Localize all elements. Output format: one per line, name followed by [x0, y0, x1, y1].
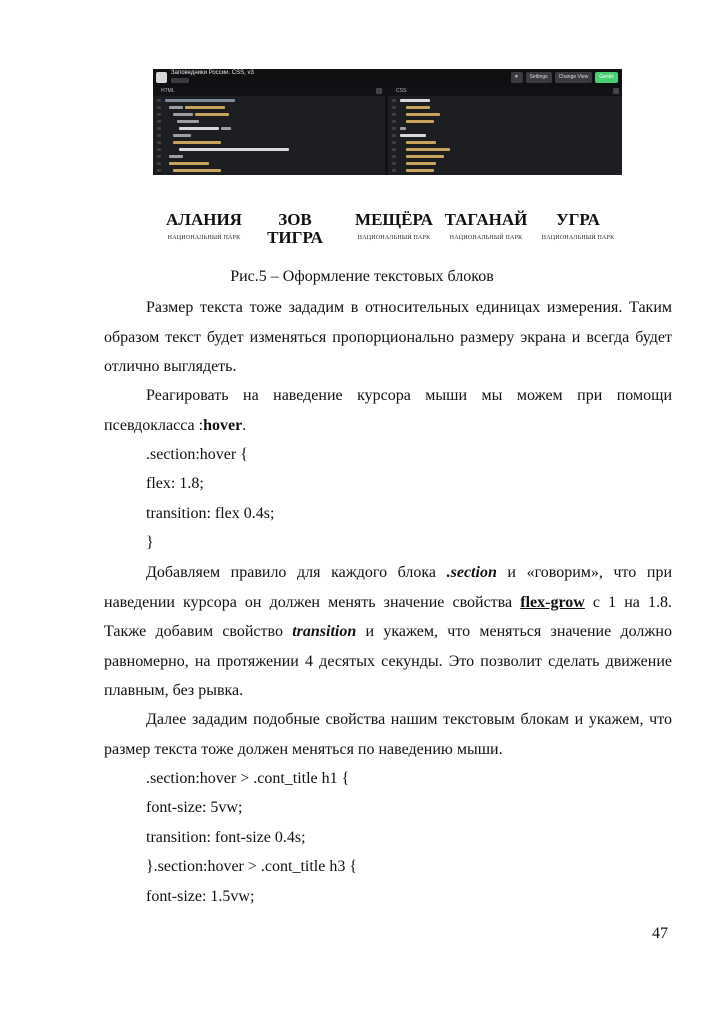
park-section[interactable]	[349, 211, 439, 241]
text-span: и «говорим», что при наведении курсора он должен менять значение свойства	[104, 564, 673, 611]
paragraph: Далее зададим подобные свойства нашим текстовым блокам и укажем, что размер текста тоже должен меняться по наведению мыши.	[104, 711, 672, 758]
park-subtitle: НАЦИОНАЛЬНЫЙ ПАРК	[357, 235, 431, 241]
code-line: transition: flex 0.4s;	[146, 505, 275, 522]
park-section[interactable]	[159, 211, 249, 241]
code-line: flex: 1.8;	[146, 475, 204, 492]
park-subtitle: НАЦИОНАЛЬНЫЙ ПАРК	[167, 235, 241, 241]
page-number: 47	[652, 925, 668, 942]
code-line: transition: font-size 0.4s;	[146, 829, 306, 846]
parks-preview	[153, 175, 622, 259]
park-name: МЕЩЁРА	[355, 210, 433, 229]
change-view-button[interactable]: Change View	[555, 72, 593, 83]
editor-title: Заповедники России. CSS, v3	[171, 70, 254, 76]
code-line: }.section:hover > .cont_title h3 {	[146, 858, 358, 875]
css-panel[interactable]	[388, 87, 622, 175]
code-line: }	[146, 534, 154, 551]
bold-term: hover	[203, 416, 243, 434]
code-line: font-size: 1.5vw;	[146, 888, 255, 905]
code-line: .section:hover {	[146, 446, 248, 463]
paragraph	[104, 381, 672, 440]
park-section[interactable]	[255, 211, 335, 247]
figure-caption: Рис.5 – Оформление текстовых блоков	[230, 268, 494, 285]
park-subtitle: НАЦИОНАЛЬНЫЙ ПАРК	[449, 235, 523, 241]
underlined-term: flex-grow	[520, 593, 585, 611]
gear-icon[interactable]	[376, 88, 382, 94]
settings-button[interactable]: Settings	[526, 72, 552, 83]
park-name: АЛАНИЯ	[166, 210, 242, 229]
text-span: Реагировать на наведение курсора мыши мы можем при помощи псевдокласса :	[104, 387, 672, 434]
paragraph	[104, 558, 672, 706]
text-span: с 1 на 1.8. Также добавим свойство	[104, 593, 673, 641]
park-name: ТАГАНАЙ	[444, 210, 528, 229]
text-span: Добавляем правило для каждого блока	[146, 564, 447, 581]
editor-subtitle	[171, 78, 189, 83]
codepen-logo-icon	[156, 72, 167, 83]
bold-italic-term: .section	[446, 564, 497, 581]
html-code	[153, 96, 385, 174]
park-section[interactable]	[535, 211, 621, 241]
heart-button[interactable]: ♥	[511, 72, 523, 83]
park-section[interactable]	[441, 211, 531, 241]
css-panel-label: CSS	[396, 88, 407, 94]
account-button[interactable]: Gentle	[595, 72, 618, 83]
code-line: .section:hover > .cont_title h1 {	[146, 770, 350, 787]
text-span: и укажем, что меняться значение должно равномерно, на протяжении 4 десятых секунды. Это позволит сделать движение плавным, без рывка.	[104, 623, 672, 700]
css-code	[388, 96, 622, 174]
code-editor	[153, 69, 622, 175]
figure-screenshot	[153, 69, 622, 259]
gear-icon[interactable]	[613, 88, 619, 94]
text-span: .	[242, 416, 247, 434]
html-panel-label: HTML	[161, 88, 175, 94]
code-line: font-size: 5vw;	[146, 799, 243, 816]
park-name: ЗОВ ТИГРА	[267, 210, 323, 247]
bold-italic-term: transition	[292, 623, 357, 641]
park-subtitle: НАЦИОНАЛЬНЫЙ ПАРК	[541, 235, 615, 241]
paragraph: Размер текста тоже зададим в относительных единицах измерения. Таким образом текст будет изменяться пропорционально размеру экрана и всегда будет отлично выглядеть.	[104, 299, 672, 376]
editor-topbar	[153, 69, 622, 88]
park-name: УГРА	[556, 210, 600, 229]
html-panel[interactable]	[153, 87, 388, 175]
